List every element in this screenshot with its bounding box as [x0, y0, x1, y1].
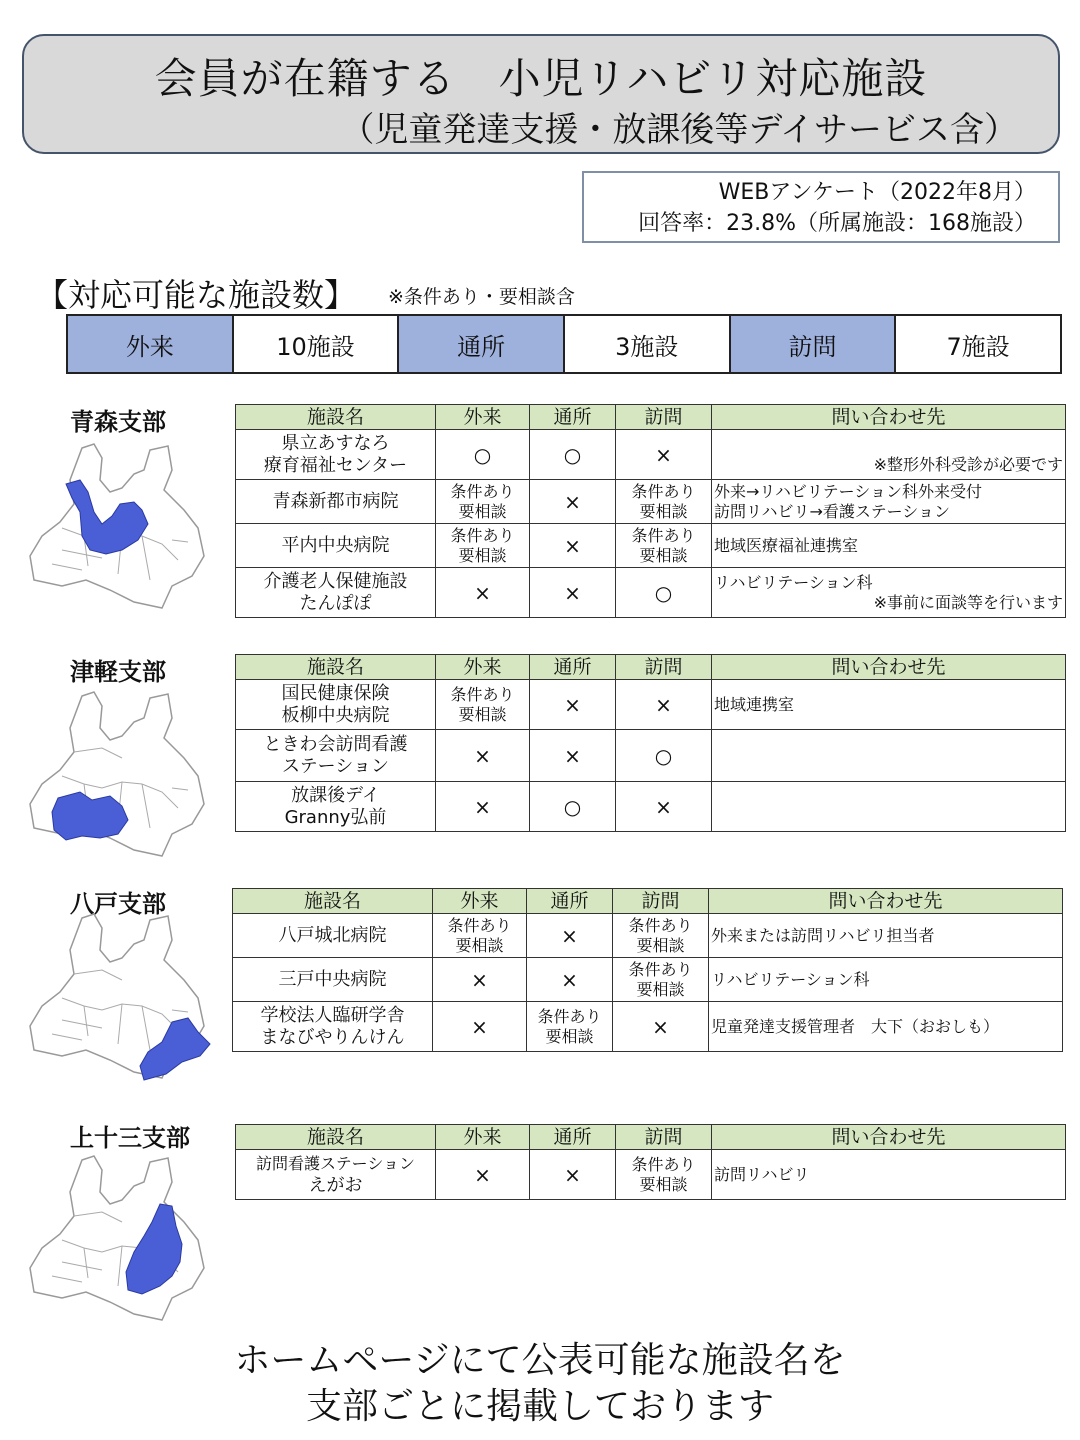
- facility-name: 三戸中央病院: [233, 958, 433, 1002]
- footer-line-2: 支部ごとに掲載しております: [305, 1386, 774, 1427]
- col-header-contact: 問い合わせ先: [709, 889, 1063, 914]
- daycare-cell: ×: [527, 914, 613, 958]
- aomori-region-map: [22, 440, 212, 615]
- count-label-visit: 訪問: [730, 315, 896, 373]
- col-header-visit: 訪問: [616, 405, 712, 430]
- daycare-cell: ○: [530, 430, 616, 480]
- page-subtitle: （児童発達支援・放課後等デイサービス含）: [340, 110, 1018, 150]
- facility-name: ときわ会訪問看護 ステーション: [236, 730, 436, 782]
- facility-name: 八戸城北病院: [233, 914, 433, 958]
- visit-cell: ○: [616, 730, 712, 782]
- facility-name: 介護老人保健施設 たんぽぽ: [236, 568, 436, 618]
- daycare-cell: 条件あり 要相談: [527, 1002, 613, 1052]
- col-header-daycare: 通所: [530, 405, 616, 430]
- visit-cell: 条件あり 要相談: [616, 524, 712, 568]
- kamitosan-region-map: [22, 1152, 212, 1327]
- table-row: [233, 958, 1063, 1002]
- visit-cell: ○: [616, 568, 712, 618]
- survey-response-rate: 回答率：23.8%（所属施設：168施設）: [638, 211, 1036, 236]
- contact-cell: [712, 430, 1066, 480]
- facility-name: 放課後デイ Granny弘前: [236, 782, 436, 832]
- col-header-outpatient: 外来: [436, 405, 530, 430]
- outpatient-cell: 条件あり 要相談: [433, 914, 527, 958]
- footer-line-1: ホームページにて公表可能な施設名を: [234, 1340, 846, 1381]
- branch-name-tsugaru: 津軽支部: [70, 658, 166, 686]
- count-value-visit: 7施設: [895, 315, 1061, 373]
- col-header-name: 施設名: [233, 889, 433, 914]
- col-header-contact: 問い合わせ先: [712, 655, 1066, 680]
- outpatient-cell: ×: [436, 568, 530, 618]
- count-heading: 【対応可能な施設数】: [36, 276, 357, 314]
- col-header-visit: 訪問: [616, 1125, 712, 1150]
- daycare-cell: ×: [530, 1150, 616, 1200]
- col-header-daycare: 通所: [530, 1125, 616, 1150]
- outpatient-cell: ×: [436, 730, 530, 782]
- daycare-cell: ×: [530, 524, 616, 568]
- table-row: [236, 568, 1066, 618]
- count-value-daycare: 3施設: [564, 315, 730, 373]
- count-label-daycare: 通所: [398, 315, 564, 373]
- outpatient-cell: ×: [433, 1002, 527, 1052]
- facility-name: 平内中央病院: [236, 524, 436, 568]
- col-header-daycare: 通所: [527, 889, 613, 914]
- visit-cell: ×: [616, 782, 712, 832]
- hachinohe-region-map: [22, 910, 212, 1085]
- visit-cell: 条件あり 要相談: [616, 480, 712, 524]
- contact-cell: 訪問リハビリ: [712, 1150, 1066, 1200]
- table-row: [236, 480, 1066, 524]
- col-header-contact: 問い合わせ先: [712, 1125, 1066, 1150]
- facility-name: 訪問看護ステーション えがお: [236, 1150, 436, 1200]
- daycare-cell: ×: [530, 568, 616, 618]
- branch-name-aomori: 青森支部: [70, 408, 166, 436]
- contact-cell: 地域医療福祉連携室: [712, 524, 1066, 568]
- col-header-daycare: 通所: [530, 655, 616, 680]
- visit-cell: 条件あり 要相談: [613, 958, 709, 1002]
- visit-cell: 条件あり 要相談: [616, 1150, 712, 1200]
- facility-name: 学校法人臨研学舎 まなびやりんけん: [233, 1002, 433, 1052]
- col-header-visit: 訪問: [616, 655, 712, 680]
- visit-cell: ×: [613, 1002, 709, 1052]
- visit-cell: ×: [616, 680, 712, 730]
- table-row: [236, 680, 1066, 730]
- count-value-outpatient: 10施設: [233, 315, 399, 373]
- outpatient-cell: ×: [436, 1150, 530, 1200]
- branch-name-kamitosan: 上十三支部: [70, 1124, 190, 1152]
- daycare-cell: ×: [530, 730, 616, 782]
- page-title: 会員が在籍する 小児リハビリ対応施設: [154, 54, 928, 103]
- outpatient-cell: 条件あり 要相談: [436, 680, 530, 730]
- facility-count-table: [66, 314, 1062, 374]
- visit-cell: 条件あり 要相談: [613, 914, 709, 958]
- col-header-name: 施設名: [236, 655, 436, 680]
- col-header-outpatient: 外来: [433, 889, 527, 914]
- facility-name: 国民健康保険 板柳中央病院: [236, 680, 436, 730]
- tsugaru-region-map: [22, 688, 212, 863]
- table-row: [236, 1150, 1066, 1200]
- contact-cell: リハビリテーション科 ※事前に面談等を行います: [712, 568, 1066, 618]
- contact-cell: [712, 782, 1066, 832]
- title-banner: [22, 34, 1060, 154]
- outpatient-cell: 条件あり 要相談: [436, 480, 530, 524]
- daycare-cell: ○: [530, 782, 616, 832]
- contact-cell: [712, 730, 1066, 782]
- facility-name: 青森新都市病院: [236, 480, 436, 524]
- visit-cell: ×: [616, 430, 712, 480]
- col-header-visit: 訪問: [613, 889, 709, 914]
- col-header-outpatient: 外来: [436, 1125, 530, 1150]
- outpatient-cell: ×: [433, 958, 527, 1002]
- facility-table-hachinohe: [232, 888, 1063, 1052]
- table-row: [236, 730, 1066, 782]
- contact-cell: リハビリテーション科: [709, 958, 1063, 1002]
- survey-date: WEBアンケート（2022年8月）: [718, 180, 1036, 205]
- table-row: [233, 1002, 1063, 1052]
- col-header-outpatient: 外来: [436, 655, 530, 680]
- daycare-cell: ×: [527, 958, 613, 1002]
- col-header-name: 施設名: [236, 1125, 436, 1150]
- branch-name-hachinohe: 八戸支部: [70, 890, 166, 918]
- contact-cell: 地域連携室: [712, 680, 1066, 730]
- footer-message: [0, 1338, 1080, 1430]
- contact-cell: 児童発達支援管理者 大下（おおしも）: [709, 1002, 1063, 1052]
- contact-cell: 外来または訪問リハビリ担当者: [709, 914, 1063, 958]
- facility-table-kamitosan: [235, 1124, 1066, 1200]
- table-row: [236, 524, 1066, 568]
- contact-cell: 外来→リハビリテーション科外来受付 訪問リハビリ→看護ステーション: [712, 480, 1066, 524]
- col-header-name: 施設名: [236, 405, 436, 430]
- facility-table-tsugaru: [235, 654, 1066, 832]
- outpatient-cell: ×: [436, 782, 530, 832]
- col-header-contact: 問い合わせ先: [712, 405, 1066, 430]
- contact-note: ※事前に面談等を行います: [873, 592, 1063, 612]
- outpatient-cell: 条件あり 要相談: [436, 524, 530, 568]
- daycare-cell: ×: [530, 480, 616, 524]
- facility-name: 県立あすなろ 療育福祉センター: [236, 430, 436, 480]
- daycare-cell: ×: [530, 680, 616, 730]
- contact-note: ※整形外科受診が必要です: [873, 454, 1063, 474]
- facility-table-aomori: [235, 404, 1066, 618]
- survey-info-box: [582, 171, 1060, 243]
- table-row: [236, 430, 1066, 480]
- outpatient-cell: ○: [436, 430, 530, 480]
- count-label-outpatient: 外来: [67, 315, 233, 373]
- table-row: [233, 914, 1063, 958]
- table-row: [236, 782, 1066, 832]
- count-note: ※条件あり・要相談含: [388, 286, 575, 308]
